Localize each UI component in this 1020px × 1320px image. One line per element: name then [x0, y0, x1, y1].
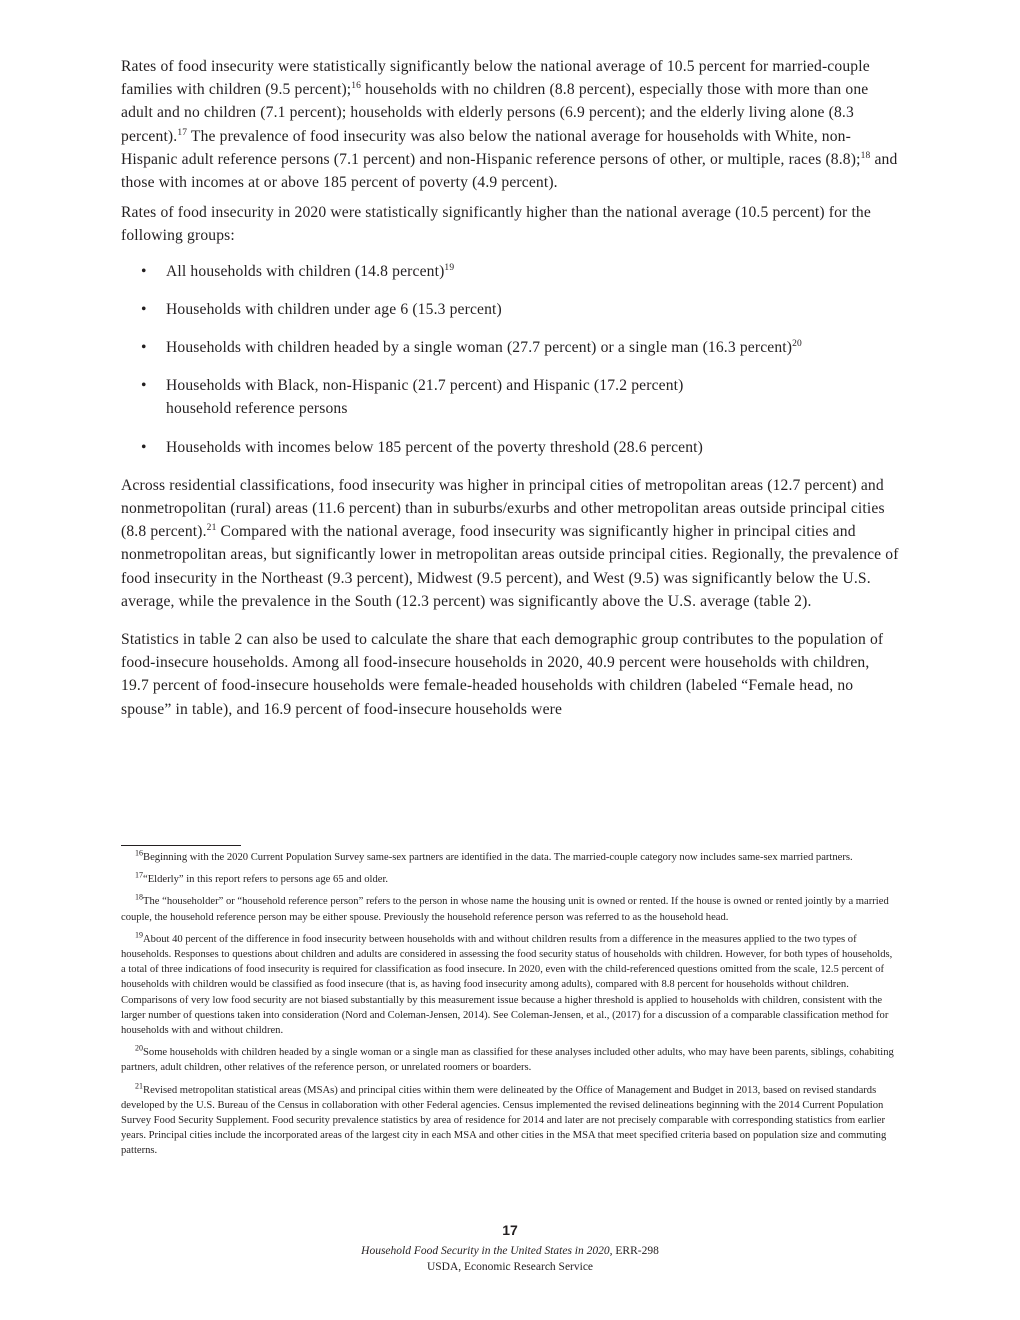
report-code: ERR-298 — [612, 1245, 659, 1257]
footnote-ref-17[interactable]: 17 — [177, 127, 188, 138]
list-item: • Households with incomes below 185 percent of the poverty threshold (28.6 percent) — [121, 436, 901, 459]
footnote-20: $^{20}$Some households with children headed by a single woman or a single man as classified for these analyses included other adults, who may have been parents, siblings, cohabiting partners, adult children, other relatives of the reference person, or unrelated roomers or boarders. — [121, 1043, 894, 1074]
body-text — [121, 55, 901, 728]
bullet-icon: • — [141, 377, 147, 395]
bullet-icon: • — [141, 438, 147, 456]
agency-name: USDA, Economic Research Service — [426, 1261, 594, 1273]
footnote-ref-21[interactable]: 21 — [206, 523, 217, 534]
paragraph-below-average: Rates of food insecurity were statistically significantly below the national average of 10.5 percent for married-couple families with children (9.5 percent);$^{16}$ households with no children (8.8 percent), especially those with more than one adult and no children (7.1 percent); households with elderly persons (6.9 percent); and the elderly living alone (8.3 percent).$^{17}$ The prevalence of food insecurity was also below the national average for households with White, non-Hispanic adult reference persons (7.1 percent) and non-Hispanic reference persons of other, or multiple, races (8.8);$^{18}$ and those with incomes at or above 185 percent of poverty (4.9 percent). — [121, 58, 898, 192]
footnote-21: $^{21}$Revised metropolitan statistical areas (MSAs) and principal cities within them were delineated by the Office of Management and Budget in 2013, based on revised standards developed by the U.S. Bureau of the Census in collaboration with other Federal agencies. Census implemented the revised delineations beginning with the 2014 Current Population Survey Food Security Supplement. Food security prevalence statistics by area of residence for 2014 and later are not precisely comparable with corresponding statistics from earlier years. Principal cities include the incorporated areas of the largest city in each MSA and other cities in the MSA that meet specified criteria based on population size and commuting patterns. — [121, 1081, 887, 1157]
paragraph-above-average-intro: Rates of food insecurity in 2020 were statistically significantly higher than the national average (10.5 percent) for the following groups: — [121, 204, 871, 245]
list-item: • Households with children under age 6 (15.3 percent) — [121, 298, 901, 321]
footnote-ref-16[interactable]: 16 — [351, 81, 362, 92]
footnote-ref-19[interactable]: 19 — [444, 262, 455, 273]
bullet-icon: • — [141, 262, 147, 280]
list-item: • All households with children (14.8 percent)$^{19}$ — [121, 260, 901, 283]
report-title: Household Food Security in the United States in 2020, — [361, 1245, 613, 1257]
bullet-icon: • — [141, 300, 147, 318]
higher-insecurity-list — [121, 260, 901, 459]
list-item: • Households with children headed by a single woman (27.7 percent) or a single man (16.3 percent)$^{20}$ — [121, 336, 901, 359]
paragraph-residential: Across residential classifications, food insecurity was higher in principal cities of metropolitan areas (12.7 percent) and nonmetropolitan (rural) areas (11.6 percent) than in suburbs/exurbs and other metropolitan areas outside principal cities (8.8 percent).$^{21}$ Compared with the national average, food insecurity was significantly higher in principal cities and nonmetropolitan areas, but significantly lower in metropolitan areas outside principal cities. Regionally, the prevalence of food insecurity in the Northeast (9.3 percent), Midwest (9.5 percent), and West (9.5) was significantly below the U.S. average, while the prevalence in the South (12.3 percent) was significantly above the U.S. average (table 2). — [121, 476, 899, 610]
footnote-ref-18[interactable]: 18 — [860, 150, 871, 161]
paragraph-share-stats: Statistics in table 2 can also be used to calculate the share that each demographic group contributes to the population of food-insecure households. Among all food-insecure households in 2020, 40.9 percent were households with children, 19.7 percent of food-insecure households were female-headed households with children (labeled “Female head, no spouse” in table), and 16.9 percent of food-insecure households were — [121, 631, 884, 718]
footnote-18: $^{18}$The “householder” or “household reference person” refers to the person in whose name the housing unit is owned or rented. If the house is owned or rented jointly by a married couple, the household reference person may be either spouse. Previously the household reference person was referred to as the household head. — [121, 892, 889, 923]
footnote-19: $^{19}$About 40 percent of the difference in food insecurity between households with and without children results from a difference in the measures applied to the two types of households. Responses to questions about children and adults are considered in assessing the food security status of households with children. However, for both types of households, a total of three indications of food insecurity is required for classification as food insecure. In 2020, even with the child-referenced questions omitted from the scale, 12.5 percent of households with children would be classified as food insecure (that is, as having food insecurity among adults), compared with 8.8 percent for households without children. Comparisons of very low food security are not biased substantially by this measurement issue because a higher threshold is applied to households with children, consistent with the larger number of questions taken into consideration (Nord and Coleman-Jensen, 2014). See Coleman-Jensen, et al., (2017) for a discussion of a comparable classification method for households with and without children. — [121, 930, 893, 1037]
footnote-17: $^{17}$“Elderly” in this report refers to persons age 65 and older. — [135, 870, 389, 886]
page-number: 17 — [502, 1222, 518, 1238]
footnotes — [121, 850, 899, 1166]
list-item: • Households with Black, non-Hispanic (21.7 percent) and Hispanic (17.2 percent) household reference persons — [121, 374, 901, 420]
bullet-icon: • — [141, 339, 147, 357]
report-citation — [0, 1245, 1020, 1257]
footnote-divider — [121, 845, 241, 846]
footnote-16: $^{16}$Beginning with the 2020 Current Population Survey same-sex partners are identified in the data. The married-couple category now includes same-sex married partners. — [135, 848, 853, 863]
footnote-ref-20[interactable]: 20 — [792, 338, 802, 349]
